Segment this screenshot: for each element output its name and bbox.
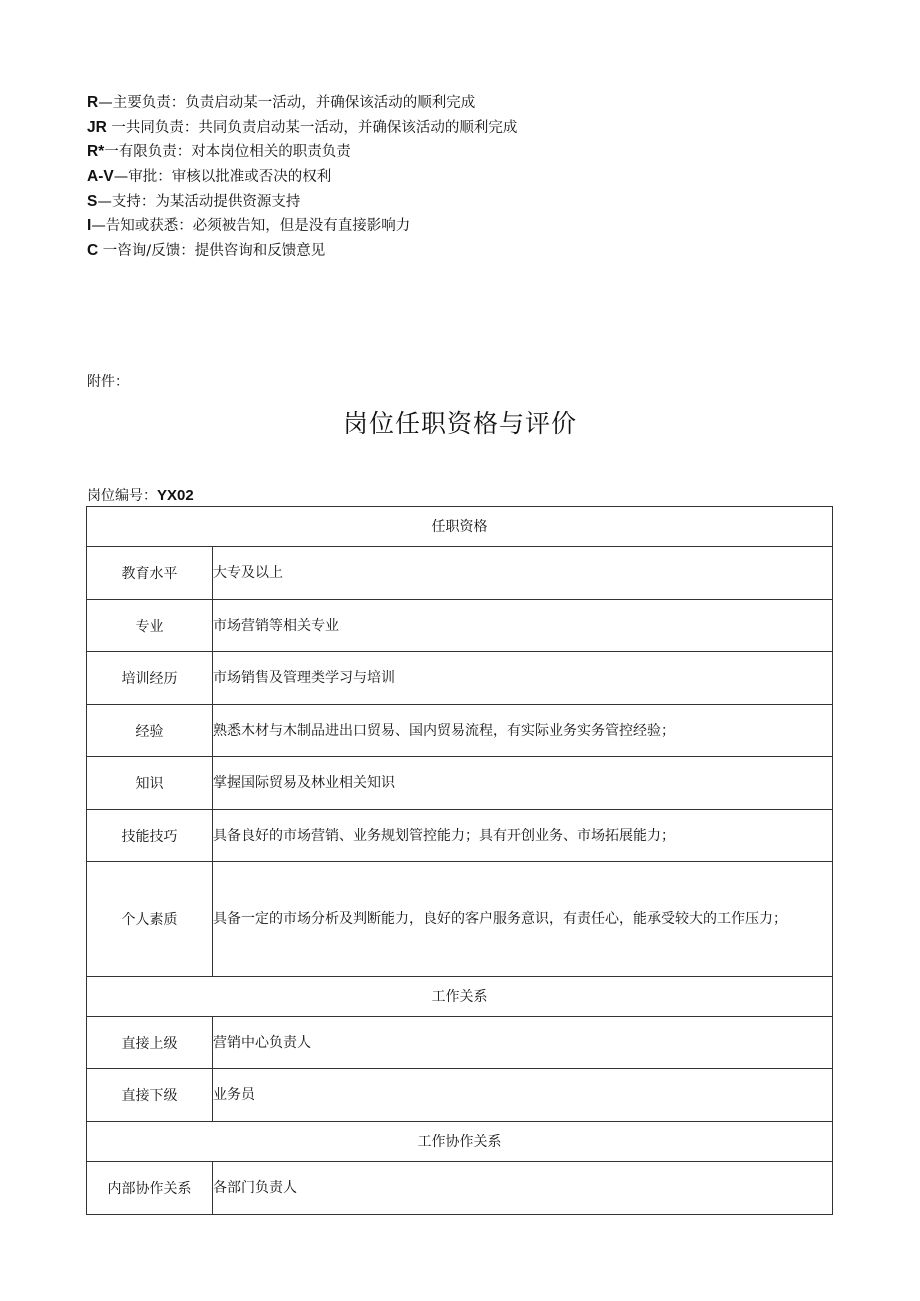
table-row — [87, 1162, 833, 1215]
legend-line-a-v — [87, 165, 847, 190]
table-row — [87, 810, 833, 862]
row-value: 市场营销等相关专业 — [213, 600, 833, 652]
legend-code: C — [87, 242, 99, 260]
row-value: 业务员 — [213, 1069, 833, 1122]
page-title: 岗位任职资格与评价 — [342, 409, 577, 438]
legend-line-c — [87, 239, 847, 264]
row-label: 直接下级 — [87, 1069, 213, 1122]
table-row — [87, 862, 833, 977]
legend-code: R* — [87, 143, 105, 161]
row-label: 经验 — [87, 705, 213, 757]
row-value: 熟悉木材与木制品进出口贸易、国内贸易流程，有实际业务实务管控经验； — [213, 705, 833, 757]
table-row — [87, 757, 833, 810]
attachment-label: 附件： — [87, 374, 129, 390]
legend-code: R — [87, 94, 99, 111]
legend-code: JR — [87, 118, 107, 136]
table-row — [87, 652, 833, 705]
raci-legend — [87, 91, 847, 264]
legend-line-jr — [87, 116, 847, 141]
row-label: 知识 — [87, 757, 213, 810]
row-label: 教育水平 — [87, 547, 213, 600]
legend-text: 一有限负责：对本岗位相关的职责负责 — [104, 144, 351, 161]
table-row — [87, 705, 833, 757]
row-value: 各部门负责人 — [213, 1162, 833, 1215]
table-row — [87, 547, 833, 600]
legend-code: A-V — [87, 168, 114, 186]
row-value: 具备一定的市场分析及判断能力，良好的客户服务意识，有责任心，能承受较大的工作压力； — [213, 862, 833, 977]
section-header-row — [87, 1122, 833, 1162]
legend-text: —告知或获悉：必须被告知，但是没有直接影响力 — [91, 218, 411, 235]
legend-line-i — [87, 214, 847, 239]
legend-line-s — [87, 190, 847, 215]
section-header-relations: 工作关系 — [87, 977, 833, 1017]
qualification-table — [86, 506, 833, 1215]
section-header-qualifications: 任职资格 — [87, 507, 833, 547]
legend-line-r-star — [87, 140, 847, 165]
legend-text: —支持：为某活动提供资源支持 — [97, 193, 301, 210]
section-header-row — [87, 977, 833, 1017]
table-row — [87, 1069, 833, 1122]
row-label: 内部协作关系 — [87, 1162, 213, 1215]
row-value: 市场销售及管理类学习与培训 — [213, 652, 833, 705]
legend-code: I — [87, 217, 92, 235]
row-value: 具备良好的市场营销、业务规划管控能力；具有开创业务、市场拓展能力； — [213, 810, 833, 862]
row-value: 掌握国际贸易及林业相关知识 — [213, 757, 833, 810]
row-label: 培训经历 — [87, 652, 213, 705]
legend-text: —审批：审核以批准或否决的权利 — [113, 169, 332, 186]
row-label: 直接上级 — [87, 1017, 213, 1069]
legend-text: 一咨询/反馈：提供咨询和反馈意见 — [98, 243, 326, 260]
post-id-value: YX02 — [157, 487, 194, 504]
row-label: 专业 — [87, 600, 213, 652]
section-header-cooperation: 工作协作关系 — [87, 1122, 833, 1162]
row-label: 个人素质 — [87, 862, 213, 977]
legend-text: —主要负责：负责启动某一活动，并确保该活动的顺利完成 — [98, 95, 476, 111]
section-header-row — [87, 507, 833, 547]
row-value: 营销中心负责人 — [213, 1017, 833, 1069]
legend-code: S — [87, 192, 98, 210]
post-id-label: 岗位编号： — [87, 488, 157, 504]
row-value: 大专及以上 — [213, 547, 833, 600]
row-label: 技能技巧 — [87, 810, 213, 862]
legend-line-r — [87, 91, 847, 116]
legend-text: 一共同负责：共同负责启动某一活动，并确保该活动的顺利完成 — [106, 119, 518, 136]
table-row — [87, 600, 833, 652]
table-row — [87, 1017, 833, 1069]
post-id — [87, 486, 194, 506]
